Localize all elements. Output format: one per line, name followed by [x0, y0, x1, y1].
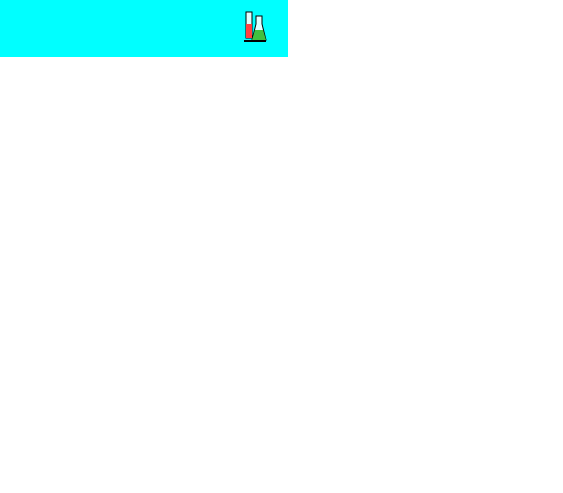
beaker-icon	[243, 10, 267, 44]
logo-area	[0, 0, 288, 57]
website-link[interactable]	[0, 58, 288, 71]
